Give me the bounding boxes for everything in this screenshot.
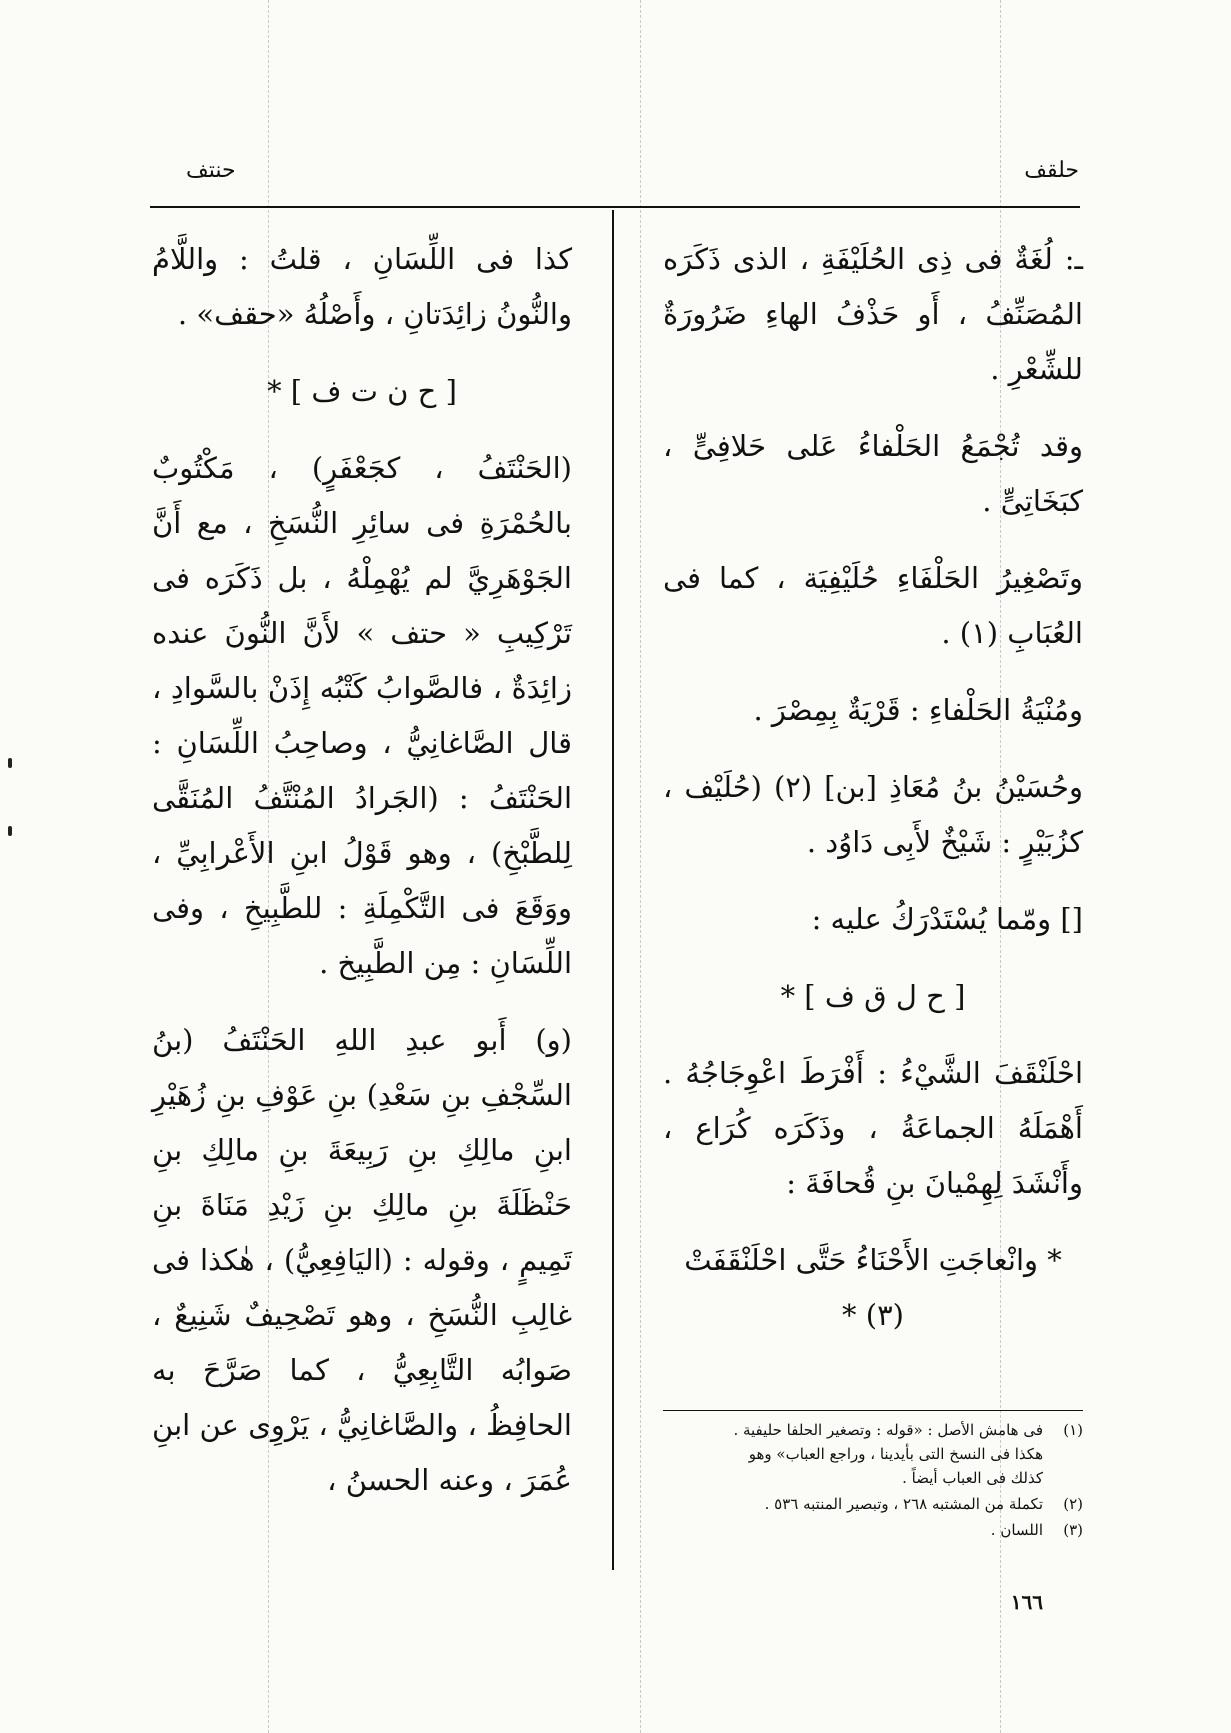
entry-paragraph: ومُنْيَةُ الحَلْفاءِ : قَرْيَةٌ بِمِصْرَ . [753,693,1083,727]
entry-paragraph: [] ومّما يُسْتَدْرَكُ عليه : [811,902,1083,936]
verse-line: * وانْعاجَتِ الأَحْنَاءُ حَتَّى احْلَنْقَفَتْ (٣) * [684,1243,1062,1332]
running-header-right: حلقف [1024,158,1079,183]
footnote-number: (٢) [1063,1495,1083,1513]
header-rule [150,206,1080,208]
entry-paragraph: (و) أَبو عبدِ اللهِ الحَنْتَفُ (بنُ السِّجْفِ بنِ سَعْدِ) بنِ عَوْفِ بنِ زُهَيْرِ ابنِ مالِكِ بنِ رَبِيعَةَ بنِ مالِكِ بنِ حَنْظَلَةَ بنِ مالِكِ بنِ زَيْدِ مَنَاةَ بنِ تَمِيمٍ ، وقوله : (اليَافِعِيُّ) ، هٰكذا فى غالِبِ النُّسَخِ ، وهو تَصْحِيفٌ شَنِيعٌ ، صَوابُه التَّابِعِيُّ ، كما صَرَّحَ به الحافِظُ ، والصَّاغانِيُّ ، يَرْوِى عن ابنِ عُمَرَ ، وعنه الحسنُ ، [152,1023,572,1497]
running-header-left: حنتف [186,158,236,183]
scan-edge-mark [8,758,12,768]
column-divider [612,210,614,1570]
entry-paragraph: احْلَنْقَفَ الشَّيْءُ : أَفْرَطَ اعْوِجَاجُهُ . أَهْمَلَهُ الجماعَةُ ، وذَكَرَه كُرَاع ، وأَنْشَدَ لِهِمْيانَ بنِ قُحافَةَ : [663,1056,1083,1200]
right-column [663,232,1083,1562]
page-number: ١٦٦ [1010,1590,1043,1614]
entry-paragraph: كذا فى اللِّسَانِ ، قلتُ : واللَّامُ والنُّونُ زائِدَتانِ ، وأَصْلُهُ «حقف» . [152,242,572,331]
entry-paragraph: ـ: لُغَةٌ فى ذِى الحُلَيْفَةِ ، الذى ذَكَرَه المُصَنِّفُ ، أَو حَذْفُ الهاءِ ضَرُورَةٌ للشِّعْرِ . [663,242,1083,386]
footnote-text: اللسان . [990,1521,1043,1539]
footnote-rule [663,1410,1083,1411]
entry-heading: [ ح ل ق ف ] * [780,979,966,1013]
left-column [152,232,572,1562]
entry-paragraph: وحُسَيْنُ بنُ مُعَاذِ [بن] (٢) (حُلَيْف ، كزُبَيْرٍ : شَيْخٌ لأَبِى دَاوُد . [663,770,1083,859]
entry-paragraph: وتَصْغِيرُ الحَلْفَاءِ حُلَيْفِيَة ، كما فى العُبَابِ (١) . [663,561,1083,650]
footnotes [663,1418,1083,1544]
footnote-number: (١) [1063,1421,1083,1439]
footnote-text: كذلك فى العباب أيضاً . [902,1469,1043,1487]
footnote-number: (٣) [1063,1521,1083,1539]
footnote [663,1518,1083,1542]
footnote [663,1418,1083,1490]
footnote-text: تكملة من المشتبه ٢٦٨ ، وتبصير المنتبه ٥٣٦ . [764,1495,1043,1513]
footnote [663,1492,1083,1516]
entry-paragraph: (الحَنْتَفُ ، كجَعْفَرٍ) ، مَكْتُوبٌ بالحُمْرَةِ فى سائِرِ النُّسَخِ ، مع أَنَّ الجَوْهَرِيَّ لم يُهْمِلْهُ ، بل ذَكَرَه فى تَرْكِيبِ « حتف » لأَنَّ النُّونَ عنده زائِدَةٌ ، فالصَّوابُ كَتْبُه إِذَنْ بالسَّوادِ ، قال الصَّاغانِيُّ ، وصاحِبُ اللِّسَانِ : الحَنْتَفُ : (الجَرادُ المُنْتَّفُ المُنَقَّى لِلطَّبْخِ) ، وهو قَوْلُ ابنِ الأَعْرابِيِّ ، ووَقَعَ فى التَّكْمِلَةِ : للطَّبِيخِ ، وفى اللِّسَانِ : مِن الطَّبِيخ . [152,451,572,980]
footnote-text: فى هامش الأصل : «قوله : وتصغير الحلفا حليفية . [733,1421,1043,1439]
entry-heading: [ ح ن ت ف ] * [267,374,457,408]
scan-guide-line [640,0,641,1733]
entry-paragraph: وقد تُجْمَعُ الحَلْفاءُ عَلى حَلافِىٍّ ، كبَخَاتِىٍّ . [663,429,1083,518]
footnote-text: هكذا فى النسخ التى بأيدينا ، وراجع العباب» وهو [748,1445,1043,1463]
scan-edge-mark [8,826,12,836]
